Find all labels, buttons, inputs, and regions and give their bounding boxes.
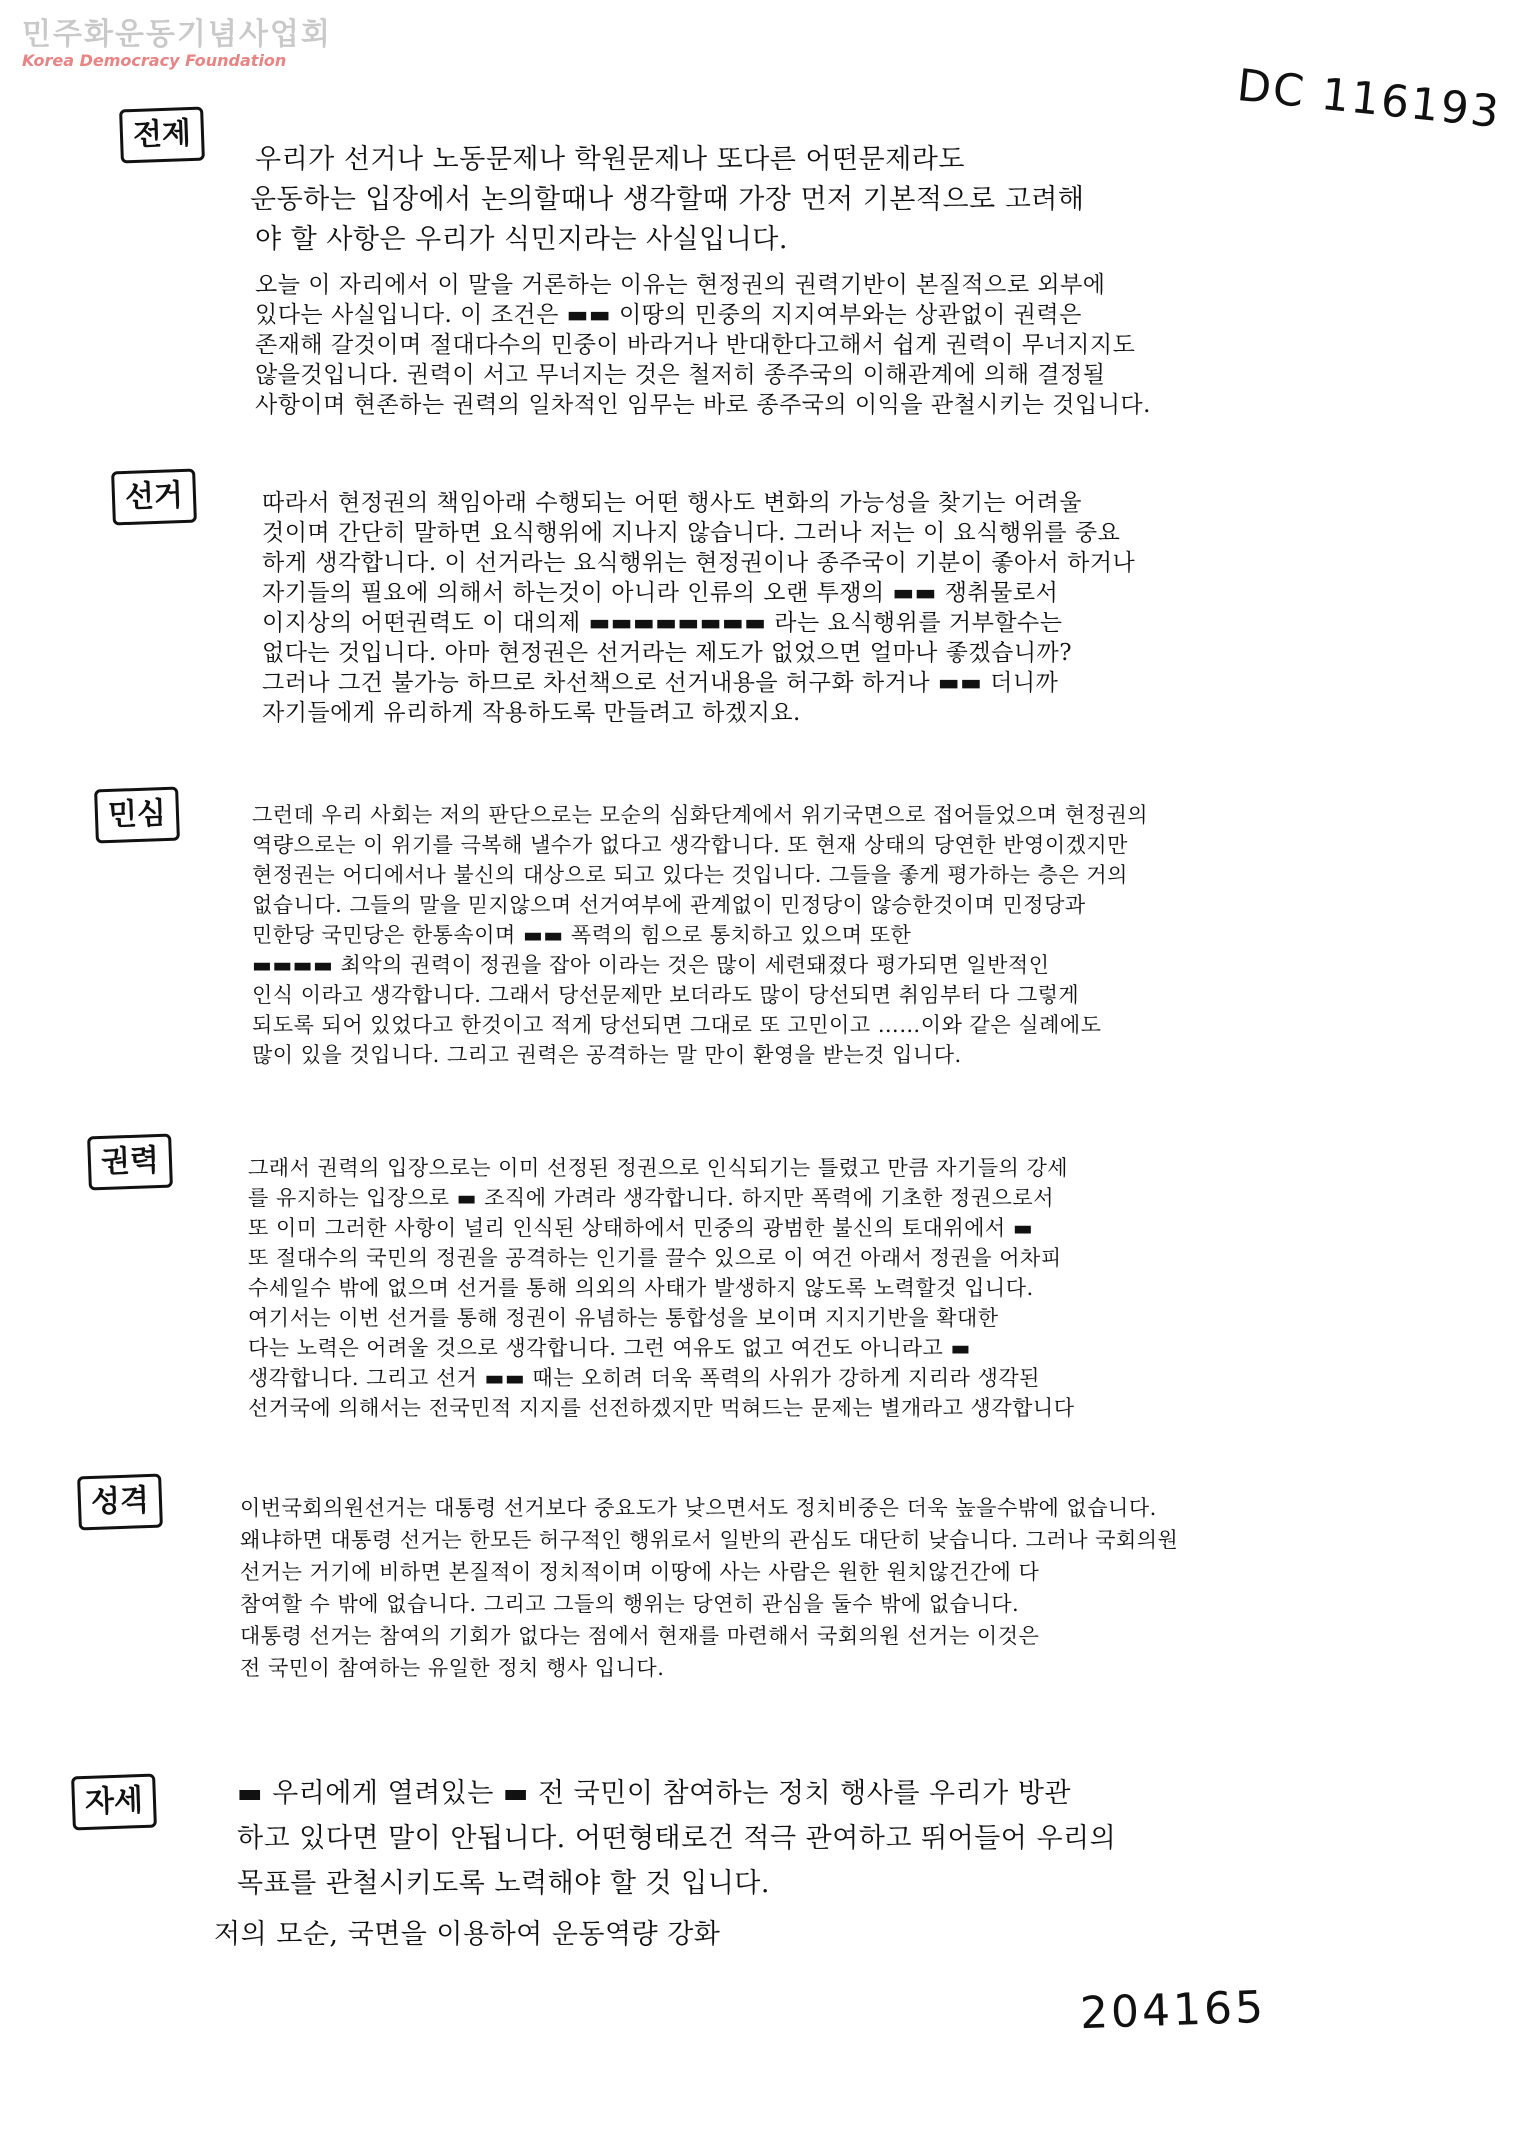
section-heading-premise: 전제	[119, 107, 205, 164]
text-line: 왜냐하면 대통령 선거는 한모든 허구적인 행위로서 일반의 관심도 대단히 낮습니다. 그러나 국회의원	[240, 1528, 1179, 1552]
section-public-sentiment-body	[252, 800, 1148, 1070]
text-line: 야 할 사항은 우리가 식민지라는 사실입니다.	[255, 224, 788, 255]
text-line: 그런데 우리 사회는 저의 판단으로는 모순의 심화단계에서 위기국면으로 접어들었으며 현정권의	[252, 803, 1149, 827]
text-line: 선거국에 의해서는 전국민적 지지를 선전하겠지만 먹혀드는 문제는 별개라고 생각합니다	[248, 1396, 1075, 1420]
section-heading-character: 성격	[77, 1474, 163, 1531]
text-line: 따라서 현정권의 책임아래 수행되는 어떤 행사도 변화의 가능성을 찾기는 어려울	[262, 490, 1082, 516]
page-number: 204165	[1079, 1981, 1267, 2040]
text-line: 전 국민이 참여하는 유일한 정치 행사 입니다.	[240, 1656, 665, 1680]
section-heading-attitude: 자세	[71, 1774, 157, 1831]
watermark-korean: 민주화운동기념사업회	[22, 17, 332, 52]
text-line: 하고 있다면 말이 안됩니다. 어떤형태로건 적극 관여하고 뛰어들어 우리의	[237, 1823, 1117, 1854]
section-heading-power: 권력	[87, 1134, 173, 1191]
section-premise-body	[250, 140, 1151, 420]
text-line: 인식 이라고 생각합니다. 그래서 당선문제만 보더라도 많이 당선되면 취임부터 다 그렇게	[252, 983, 1080, 1007]
text-line: 오늘 이 자리에서 이 말을 거론하는 이유는 현정권의 권력기반이 본질적으로 외부에	[255, 272, 1106, 298]
section-heading-election: 선거	[111, 469, 197, 526]
text-line: ▬▬▬▬ 최악의 권력이 정권을 잡아 이라는 것은 많이 세련돼졌다 평가되면 일반적인	[252, 953, 1050, 977]
text-line: 자기들에게 유리하게 작용하도록 만들려고 하겠지요.	[262, 700, 801, 726]
text-line: 또 이미 그러한 사항이 널리 인식된 상태하에서 민중의 광범한 불신의 토대위에서 ▬	[248, 1216, 1034, 1240]
text-line: 우리가 선거나 노동문제나 학원문제나 또다른 어떤문제라도	[255, 144, 965, 175]
text-line: 또 절대수의 국민의 정권을 공격하는 인기를 끌수 있으로 이 여건 아래서 정권을 어차피	[248, 1246, 1062, 1270]
section-character-body	[240, 1492, 1178, 1684]
text-line: ▬ 우리에게 열려있는 ▬ 전 국민이 참여하는 정치 행사를 우리가 방관	[237, 1778, 1071, 1809]
text-line: 존재해 갈것이며 절대다수의 민중이 바라거나 반대한다고해서 쉽게 권력이 무너지지도	[255, 332, 1136, 358]
text-line: 여기서는 이번 선거를 통해 정권이 유념하는 통합성을 보이며 지지기반을 확대한	[248, 1306, 999, 1330]
text-line: 대통령 선거는 참여의 기회가 없다는 점에서 현재를 마련해서 국회의원 선거는 이것은	[240, 1624, 1040, 1648]
text-line: 않을것입니다. 권력이 서고 무너지는 것은 철저히 종주국의 이해관계에 의해 결정될	[255, 362, 1106, 388]
text-line: 없다는 것입니다. 아마 현정권은 선거라는 제도가 없었으면 얼마나 좋겠습니까?	[262, 640, 1073, 666]
section-attitude-body	[214, 1775, 1117, 1953]
text-line: 생각합니다. 그리고 선거 ▬▬ 때는 오히려 더욱 폭력의 사위가 강하게 지리라 생각된	[248, 1366, 1040, 1390]
text-line: 수세일수 밖에 없으며 선거를 통해 의외의 사태가 발생하지 않도록 노력할것 입니다.	[248, 1276, 1034, 1300]
text-line: 이지상의 어떤권력도 이 대의제 ▬▬▬▬▬▬▬▬ 라는 요식행위를 거부할수는	[262, 610, 1063, 636]
text-line: 것이며 간단히 말하면 요식행위에 지나지 않습니다. 그러나 저는 이 요식행위를 중요	[262, 520, 1121, 546]
text-line: 다는 노력은 어려울 것으로 생각합니다. 그런 여유도 없고 여건도 아니라고 ▬	[248, 1336, 971, 1360]
document-code: DC 116193	[1234, 60, 1504, 139]
text-line: 하게 생각합니다. 이 선거라는 요식행위는 현정권이나 종주국이 기분이 좋아서 하거나	[262, 550, 1136, 576]
foundation-watermark	[22, 18, 332, 70]
text-line: 없습니다. 그들의 말을 믿지않으며 선거여부에 관계없이 민정당이 않승한것이며 민정당과	[252, 893, 1086, 917]
text-line: 참여할 수 밖에 없습니다. 그리고 그들의 행위는 당연히 관심을 둘수 밖에 없습니다.	[240, 1592, 1020, 1616]
text-line: 목표를 관철시키도록 노력해야 할 것 입니다.	[237, 1868, 770, 1899]
text-line: 선거는 거기에 비하면 본질적이 정치적이며 이땅에 사는 사람은 원한 원치않건간에 다	[240, 1560, 1040, 1584]
text-line: 를 유지하는 입장으로 ▬ 조직에 가려라 생각합니다. 하지만 폭력에 기초한 정권으로서	[248, 1186, 1054, 1210]
text-line: 역량으로는 이 위기를 극복해 낼수가 없다고 생각합니다. 또 현재 상태의 당연한 반영이겠지만	[252, 833, 1128, 857]
text-line: 되도록 되어 있었다고 한것이고 적게 당선되면 그대로 또 고민이고 ……이와 같은 실례에도	[252, 1013, 1102, 1037]
text-line: 사항이며 현존하는 권력의 일차적인 임무는 바로 종주국의 이익을 관철시키는 것입니다.	[255, 392, 1151, 418]
text-line: 저의 모순, 국면을 이용하여 운동역량 강화	[214, 1919, 721, 1950]
text-line: 운동하는 입장에서 논의할때나 생각할때 가장 먼저 기본적으로 고려해	[250, 184, 1085, 215]
text-line: 그러나 그건 불가능 하므로 차선책으로 선거내용을 허구화 하거나 ▬▬ 더니까	[262, 670, 1059, 696]
text-line: 그래서 권력의 입장으로는 이미 선정된 정권으로 인식되기는 틀렸고 만큼 자기들의 강세	[248, 1156, 1069, 1180]
text-line: 민한당 국민당은 한통속이며 ▬▬ 폭력의 힘으로 통치하고 있으며 또한	[252, 923, 912, 947]
text-line: 자기들의 필요에 의해서 하는것이 아니라 인류의 오랜 투쟁의 ▬▬ 쟁취물로서	[262, 580, 1059, 606]
section-power-body	[248, 1153, 1074, 1423]
text-line: 많이 있을 것입니다. 그리고 권력은 공격하는 말 만이 환영을 받는것 입니다.	[252, 1043, 962, 1067]
text-line: 있다는 사실입니다. 이 조건은 ▬▬ 이땅의 민중의 지지여부와는 상관없이 권력은	[255, 302, 1082, 328]
section-heading-public-sentiment: 민심	[94, 787, 180, 844]
text-line: 현정권는 어디에서나 불신의 대상으로 되고 있다는 것입니다. 그들을 좋게 평가하는 층은 거의	[252, 863, 1128, 887]
section-election-body	[262, 488, 1135, 728]
text-line: 이번국회의원선거는 대통령 선거보다 중요도가 낮으면서도 정치비중은 더욱 높을수밖에 없습니다.	[240, 1496, 1157, 1520]
watermark-english: Korea Democracy Foundation	[22, 51, 287, 70]
